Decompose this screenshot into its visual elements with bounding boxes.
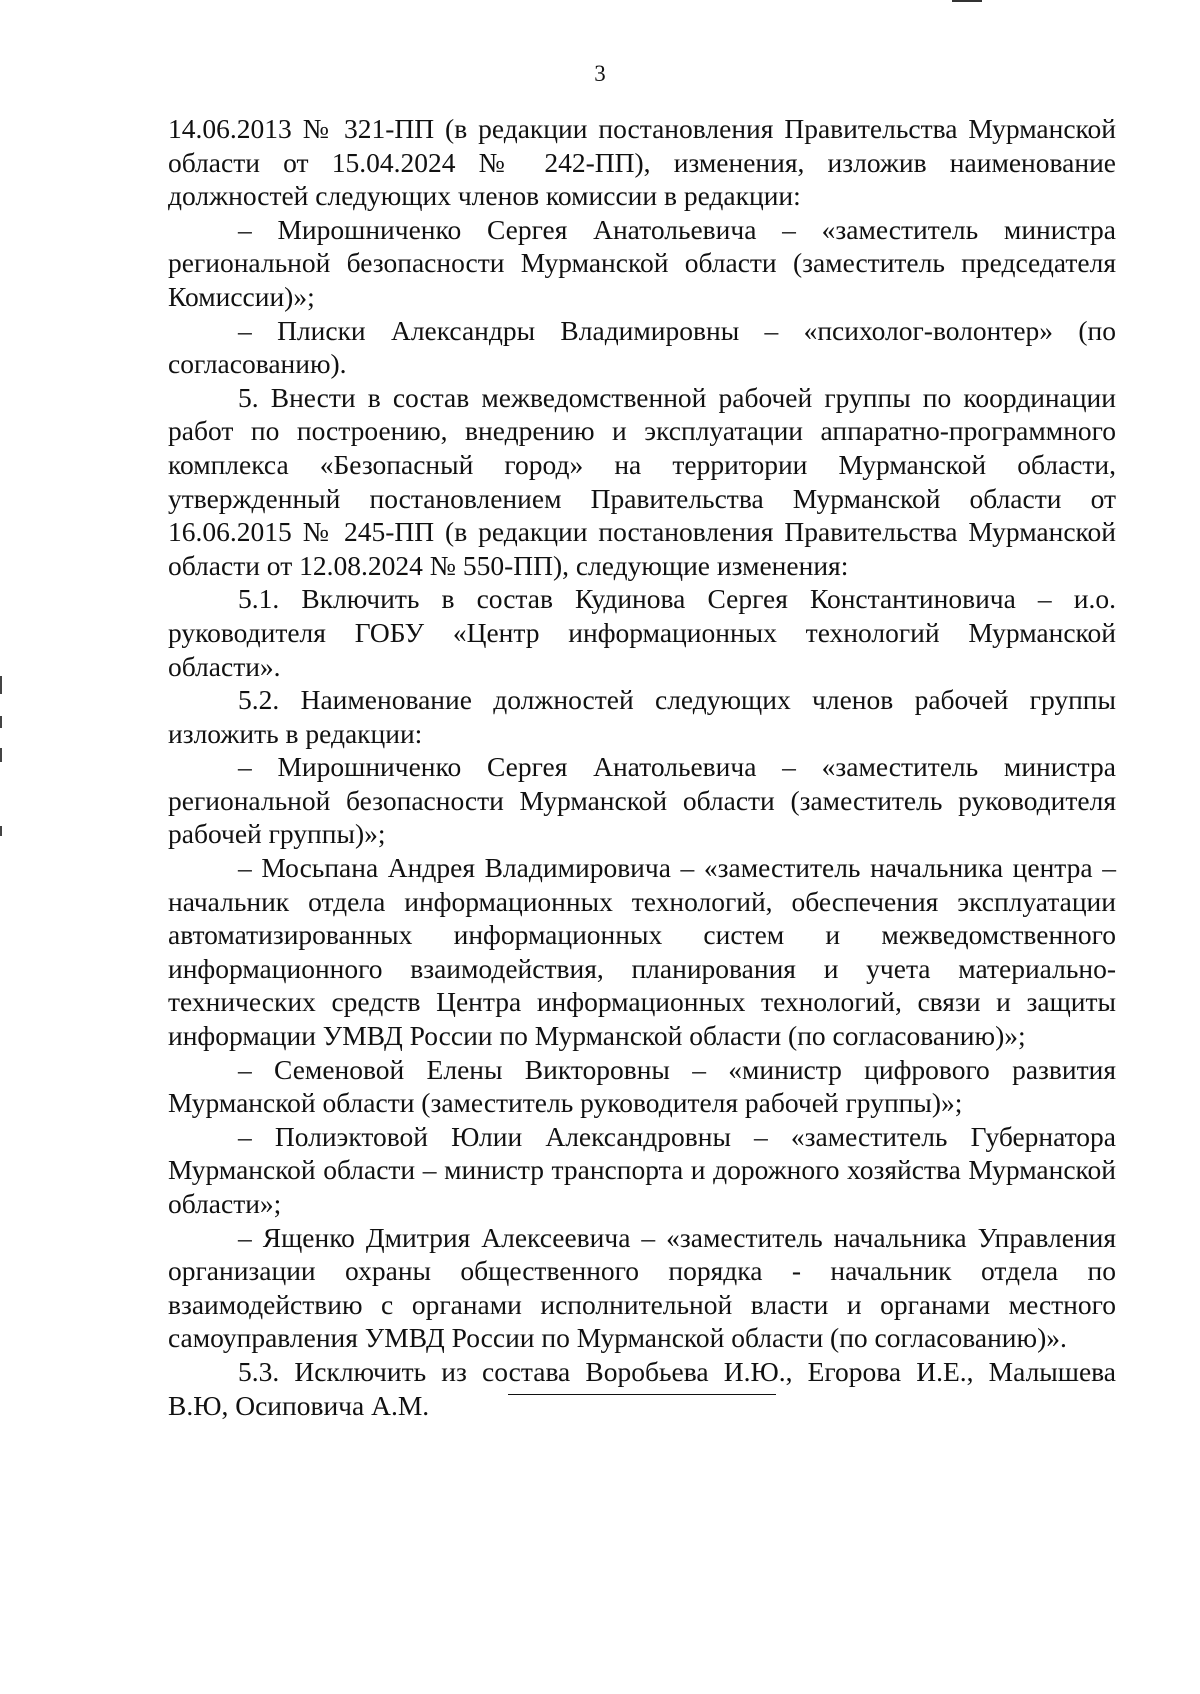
scan-mark-left-4	[0, 826, 2, 836]
page-number: 3	[594, 61, 606, 86]
document-body	[168, 112, 1116, 1422]
paragraph-continuation: 14.06.2013 № 321-ПП (в редакции постановления Правительства Мурманской области от 15.04.2024 № 242-ПП), изменения, изложив наименование должностей следующих членов комиссии в редакции:	[168, 113, 1116, 212]
paragraph-section-5: 5. Внести в состав межведомственной рабочей группы по координации работ по построению, внедрению и эксплуатации аппаратно-программного комплекса «Безопасный город» на территории Мурманской области, утвержденный постановлением Правительства Мурманской области от 16.06.2015 № 245-ПП (в редакции постановления Правительства Мурманской области от 12.08.2024 № 550-ПП), следующие изменения:	[168, 381, 1116, 581]
paragraph-item-yashchenko: – Ященко Дмитрия Алексеевича – «заместитель начальника Управления организации охраны общественного порядка - начальник отдела по взаимодействию с органами исполнительной власти и органами местного самоуправления УМВД России по Мурманской области (по согласованию)».	[168, 1221, 1116, 1354]
scan-mark-left-1	[0, 676, 2, 694]
closing-separator-line	[508, 1394, 776, 1395]
paragraph-item-mospan: – Мосьпана Андрея Владимировича – «заместитель начальника центра – начальник отдела информационных технологий, обеспечения эксплуатации автоматизированных информационных систем и межведомственного информационного взаимодействия, планирования и учета материально-технических средств Центра информационных технологий, связи и защиты информации УМВД России по Мурманской области (по согласованию)»;	[168, 852, 1116, 1052]
paragraph-item-miroshnichenko-group: – Мирошниченко Сергея Анатольевича – «заместитель министра региональной безопасности Мурманской области (заместитель руководителя рабочей группы)»;	[168, 751, 1116, 850]
paragraph-item-miroshnichenko-commission: – Мирошниченко Сергея Анатольевича – «заместитель министра региональной безопасности Мурманской области (заместитель председателя Комиссии)»;	[168, 213, 1116, 312]
scan-mark-left-3	[0, 748, 2, 762]
scan-mark-left-2	[0, 716, 2, 728]
scan-mark-top	[952, 0, 982, 2]
paragraph-section-5-2: 5.2. Наименование должностей следующих членов рабочей группы изложить в редакции:	[168, 684, 1116, 749]
paragraph-section-5-3: 5.3. Исключить из состава Воробьева И.Ю., Егорова И.Е., Малышева В.Ю, Осиповича А.М.	[168, 1355, 1116, 1421]
paragraph-item-poliektova: – Полиэктовой Юлии Александровны – «заместитель Губернатора Мурманской области – министр транспорта и дорожного хозяйства Мурманской области»;	[168, 1120, 1116, 1219]
paragraph-item-semenova: – Семеновой Елены Викторовны – «министр цифрового развития Мурманской области (заместитель руководителя рабочей группы)»;	[168, 1053, 1116, 1119]
paragraph-item-pliski: – Плиски Александры Владимировны – «психолог-волонтер» (по согласованию).	[168, 314, 1116, 380]
paragraph-section-5-1: 5.1. Включить в состав Кудинова Сергея Константиновича – и.о. руководителя ГОБУ «Центр информационных технологий Мурманской области».	[168, 583, 1116, 682]
